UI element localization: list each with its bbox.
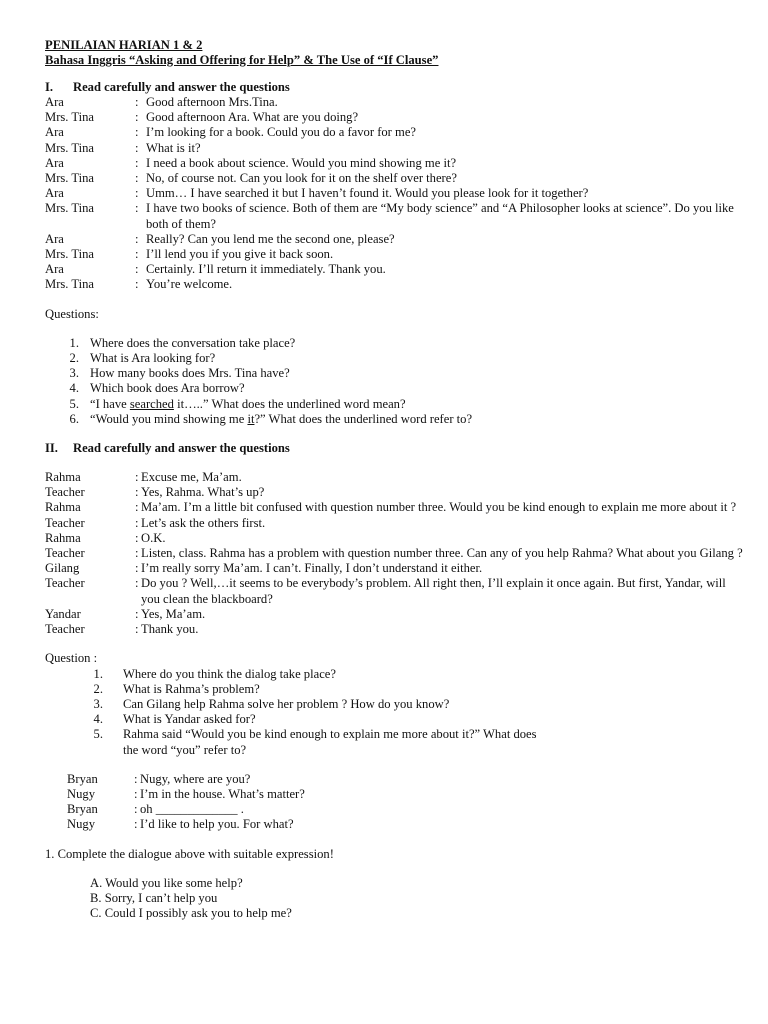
dialogue-line: Rahma : O.K.	[45, 531, 745, 546]
speaker: Rahma	[45, 470, 81, 485]
speaker: Nugy	[67, 817, 95, 832]
question-item: 3. Can Gilang help Rahma solve her problem ? How do you know?	[93, 696, 450, 711]
question-item: 4. Which book does Ara borrow?	[69, 381, 245, 396]
dialogue-line: Nugy : I’d like to help you. For what?	[67, 817, 745, 832]
dialogue-line: Ara : I need a book about science. Would you mind showing me it?	[45, 156, 745, 171]
line-text: Certainly. I’ll return it immediately. Thank you.	[146, 262, 386, 277]
dialogue-line: Mrs. Tina : Good afternoon Ara. What are you doing?	[45, 110, 745, 125]
question-item: 2. What is Rahma’s problem?	[93, 681, 260, 696]
line-text: I’m in the house. What’s matter?	[140, 786, 305, 801]
line-text: I have two books of science. Both of them are “My body science” and “A Philosopher looks at science”. Do you like both of them?	[146, 201, 734, 231]
section-1-questions-label: Questions:	[45, 306, 99, 321]
section-3-options	[45, 876, 745, 922]
speaker: Ara	[45, 186, 64, 201]
speaker: Rahma	[45, 500, 81, 515]
speaker: Mrs. Tina	[45, 277, 94, 292]
speaker: Teacher	[45, 622, 85, 637]
line-text: What is it?	[146, 140, 201, 155]
line-text: Excuse me, Ma’am.	[141, 470, 242, 485]
line-text: I’m looking for a book. Could you do a favor for me?	[146, 125, 417, 140]
question-item: 1. Where does the conversation take place?	[69, 335, 296, 350]
line-text: You’re welcome.	[146, 277, 233, 292]
underlined-word: searched	[129, 396, 174, 411]
speaker: Bryan	[67, 802, 98, 817]
speaker: Ara	[45, 95, 64, 109]
speaker: Teacher	[45, 485, 85, 500]
line-text: Umm… I have searched it but I haven’t found it. Would you please look for it together?	[146, 186, 589, 201]
worksheet-page	[45, 38, 745, 921]
line-text: I’m really sorry Ma’am. I can’t. Finally, I don’t understand it either.	[141, 561, 483, 576]
speaker: Ara	[45, 125, 64, 140]
section-3-dialogue	[45, 772, 745, 833]
question-item: 3. How many books does Mrs. Tina have?	[69, 366, 290, 381]
speaker: Mrs. Tina	[45, 110, 94, 125]
speaker: Teacher	[45, 515, 85, 530]
dialogue-line: Ara : I’m looking for a book. Could you do a favor for me?	[45, 125, 745, 140]
question-item: 5. Rahma said “Would you be kind enough to explain me more about it?” What does the word “you” refer to?	[93, 727, 537, 757]
dialogue-line: Teacher : Thank you.	[45, 622, 745, 637]
speaker: Teacher	[45, 576, 85, 591]
dialogue-line: Teacher : Listen, class. Rahma has a problem with question number three. Can any of you help Rahma? What about you Gilang ?	[45, 546, 745, 561]
dialogue-line: Mrs. Tina : What is it?	[45, 141, 745, 156]
dialogue-line: Mrs. Tina : You’re welcome.	[45, 277, 745, 292]
question-item: 5. “I have searched it…..” What does the underlined word mean?	[69, 396, 406, 411]
question-item: 4. What is Yandar asked for?	[93, 712, 256, 727]
speaker: Ara	[45, 231, 64, 246]
dialogue-line: Teacher : Let’s ask the others first.	[45, 516, 745, 531]
dialogue-line: Bryan : oh _____________ .	[67, 802, 745, 817]
dialogue-line: Ara : Certainly. I’ll return it immediately. Thank you.	[45, 262, 745, 277]
question-item: 6. “Would you mind showing me it?” What does the underlined word refer to?	[69, 411, 473, 426]
line-text: Nugy, where are you?	[140, 771, 251, 786]
speaker: Mrs. Tina	[45, 247, 94, 262]
section-2-questions	[45, 667, 745, 758]
speaker: Bryan	[67, 771, 98, 786]
dialogue-line: Ara : Good afternoon Mrs.Tina.	[45, 95, 745, 110]
underlined-word: it	[247, 411, 255, 426]
line-text: Yes, Rahma. What’s up?	[141, 485, 265, 500]
section-3-instruction: 1. Complete the dialogue above with suitable expression!	[45, 846, 334, 861]
section-2-questions-label: Question :	[45, 651, 98, 666]
section-2-heading: II. Read carefully and answer the questions	[45, 441, 290, 456]
line-text: I’d like to help you. For what?	[140, 817, 294, 832]
worksheet-title: PENILAIAN HARIAN 1 & 2	[45, 38, 203, 52]
line-text: No, of course not. Can you look for it on the shelf over there?	[146, 171, 457, 186]
dialogue-line: Gilang : I’m really sorry Ma’am. I can’t. Finally, I don’t understand it either.	[45, 561, 745, 576]
speaker: Rahma	[45, 530, 81, 545]
option-b: B. Sorry, I can’t help you	[90, 890, 218, 905]
question-item: 2. What is Ara looking for?	[69, 351, 216, 366]
speaker: Gilang	[45, 561, 80, 576]
speaker: Teacher	[45, 546, 85, 561]
line-text: I’ll lend you if you give it back soon.	[146, 247, 334, 262]
line-text: O.K.	[141, 530, 166, 545]
dialogue-line: Nugy : I’m in the house. What’s matter?	[67, 787, 745, 802]
section-1-questions	[45, 336, 745, 427]
dialogue-line: Ara : Really? Can you lend me the second one, please?	[45, 232, 745, 247]
speaker: Nugy	[67, 786, 95, 801]
dialogue-line: Ara : Umm… I have searched it but I haven’t found it. Would you please look for it together?	[45, 186, 745, 201]
dialogue-line: Rahma : Excuse me, Ma’am.	[45, 470, 745, 485]
dialogue-line: Teacher : Do you ? Well,…it seems to be everybody’s problem. All right then, I’ll explain it once again. But first, Yandar, will you clean the blackboard?	[45, 576, 745, 606]
line-text: Thank you.	[141, 622, 199, 637]
line-text: Good afternoon Ara. What are you doing?	[146, 110, 359, 125]
line-text: Really? Can you lend me the second one, please?	[146, 231, 395, 246]
option-a: A. Would you like some help?	[90, 875, 243, 890]
speaker: Ara	[45, 262, 64, 277]
question-item: 1. Where do you think the dialog take place?	[93, 666, 336, 681]
line-text: Listen, class. Rahma has a problem with question number three. Can any of you help Rahma? What about you Gilang ?	[141, 546, 743, 561]
dialogue-line: Rahma : Ma’am. I’m a little bit confused with question number three. Would you be kind enough to explain me more about it ?	[45, 500, 745, 515]
dialogue-line: Mrs. Tina : I’ll lend you if you give it back soon.	[45, 247, 745, 262]
dialogue-line: Mrs. Tina : I have two books of science. Both of them are “My body science” and “A Philosopher looks at science”. Do you like both of them?	[45, 201, 745, 231]
line-text: Do you ? Well,…it seems to be everybody’s problem. All right then, I’ll explain it once again. But first, Yandar, will you clean the blackboard?	[141, 576, 726, 606]
speaker: Ara	[45, 155, 64, 170]
line-text: Yes, Ma’am.	[141, 606, 206, 621]
dialogue-line: Mrs. Tina : No, of course not. Can you look for it on the shelf over there?	[45, 171, 745, 186]
dialogue-line: Yandar : Yes, Ma’am.	[45, 607, 745, 622]
speaker: Mrs. Tina	[45, 201, 94, 216]
speaker: Mrs. Tina	[45, 140, 94, 155]
dialogue-line: Teacher : Yes, Rahma. What’s up?	[45, 485, 745, 500]
worksheet-subtitle: Bahasa Inggris “Asking and Offering for Help” & The Use of “If Clause”	[45, 53, 439, 67]
dialogue-line: Bryan : Nugy, where are you?	[67, 772, 745, 787]
speaker: Yandar	[45, 606, 81, 621]
section-1-heading: I. Read carefully and answer the questions	[45, 80, 290, 94]
section-1-dialogue	[45, 95, 745, 293]
speaker: Mrs. Tina	[45, 171, 94, 186]
line-text: Let’s ask the others first.	[141, 515, 266, 530]
line-text: Good afternoon Mrs.Tina.	[146, 95, 278, 109]
option-c: C. Could I possibly ask you to help me?	[90, 906, 292, 921]
line-text: oh _____________ .	[140, 802, 244, 817]
line-text: I need a book about science. Would you mind showing me it?	[146, 155, 457, 170]
section-2-dialogue	[45, 470, 745, 637]
line-text: Ma’am. I’m a little bit confused with question number three. Would you be kind enough to explain me more about it ?	[141, 500, 737, 515]
